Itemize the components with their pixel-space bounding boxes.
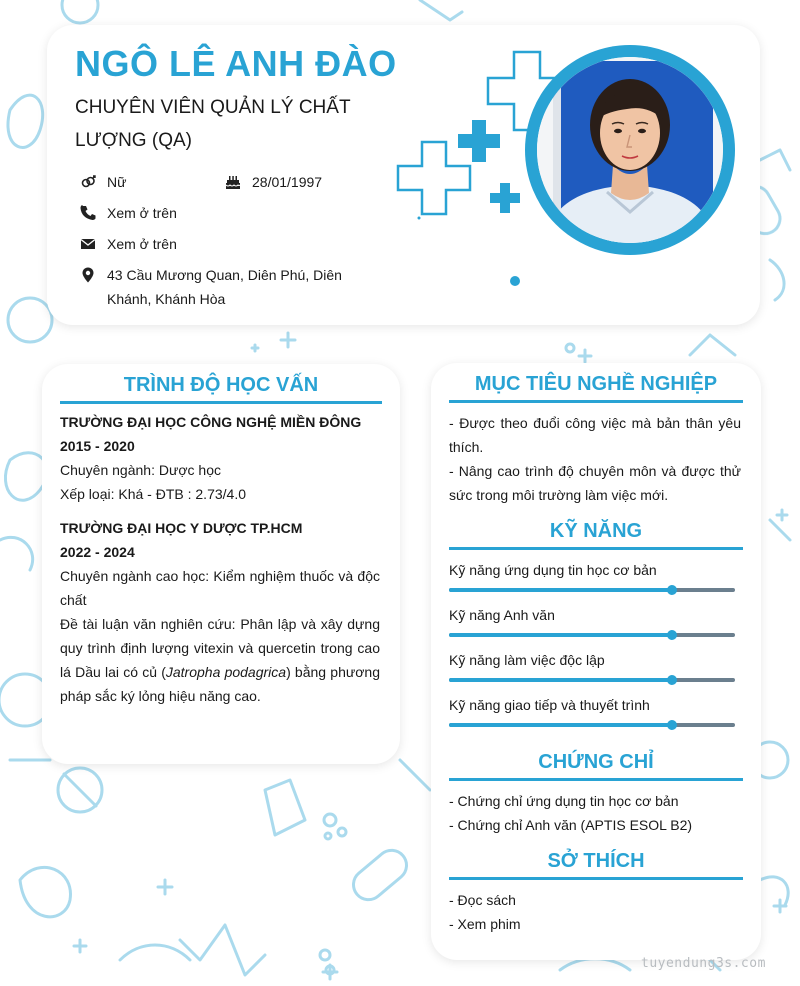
certificates-section-title: CHỨNG CHỈ	[449, 751, 743, 781]
skill-label: Kỹ năng làm việc độc lập	[449, 652, 605, 668]
address-value: 43 Cầu Mương Quan, Diên Phú, Diên Khánh, Khánh Hòa	[107, 267, 342, 307]
birthday-cake-icon	[224, 170, 242, 194]
certificate-item: - Chứng chỉ ứng dụng tin học cơ bản	[449, 793, 679, 809]
species-name: Jatropha podagrica	[165, 664, 287, 680]
hobby-item: - Đọc sách	[449, 892, 516, 908]
birthday-row	[224, 170, 322, 194]
gender-row	[79, 170, 126, 194]
email-value: Xem ở trên	[107, 236, 177, 252]
objective-section-title: MỤC TIÊU NGHỀ NGHIỆP	[449, 373, 743, 403]
hobbies-section-title: SỞ THÍCH	[449, 850, 743, 880]
school-name: TRƯỜNG ĐẠI HỌC CÔNG NGHỆ MIỀN ĐÔNG	[60, 414, 362, 430]
skill-progress-bar	[449, 678, 735, 682]
mail-icon	[79, 232, 97, 256]
phone-value: Xem ở trên	[107, 205, 177, 221]
skills-section-title: KỸ NĂNG	[449, 520, 743, 550]
hobbies-list	[449, 888, 741, 936]
job-title: CHUYÊN VIÊN QUẢN LÝ CHẤT LƯỢNG (QA)	[75, 97, 351, 151]
objective-line: - Nâng cao trình độ chuyên môn và được thử sức trong môi trường làm việc mới.	[449, 463, 741, 503]
school-name: TRƯỜNG ĐẠI HỌC Y DƯỢC TP.HCM	[60, 520, 303, 536]
objective-line: - Được theo đuổi công việc mà bản thân yêu thích.	[449, 415, 741, 455]
grade: Xếp loại: Khá - ĐTB : 2.73/4.0	[60, 486, 246, 502]
objective-text	[449, 411, 741, 507]
thesis-description: Đề tài luận văn nghiên cứu: Phân lập và xây dựng quy trình định lượng vitexin và quercetin trong cao lá Dầu lai có củ (Jatropha podagrica) bằng phương pháp sắc ký lỏng hiệu năng cao.	[60, 616, 380, 704]
gender-icon	[79, 170, 97, 194]
candidate-name: NGÔ LÊ ANH ĐÀO	[75, 43, 397, 84]
skill-level-handle	[667, 585, 677, 595]
skill-level-handle	[667, 720, 677, 730]
skill-progress-bar	[449, 588, 735, 592]
watermark: tuyendung3s.com	[641, 956, 766, 971]
education-card	[42, 364, 400, 764]
right-column-card	[431, 363, 761, 960]
skill-level-handle	[667, 630, 677, 640]
study-years: 2015 - 2020	[60, 438, 135, 454]
address-row	[79, 263, 369, 311]
skill-item	[449, 560, 735, 592]
avatar	[525, 45, 735, 255]
hobby-item: - Xem phim	[449, 916, 521, 932]
skill-progress-bar	[449, 723, 735, 727]
profile-header-card	[47, 25, 760, 325]
skill-item	[449, 650, 735, 682]
study-years: 2022 - 2024	[60, 544, 135, 560]
phone-icon	[79, 201, 97, 225]
skill-item	[449, 605, 735, 637]
major: Chuyên ngành: Dược học	[60, 462, 221, 478]
certificates-list	[449, 789, 741, 837]
certificate-item: - Chứng chỉ Anh văn (APTIS ESOL B2)	[449, 817, 693, 833]
gender-value: Nữ	[107, 174, 127, 190]
skill-level-handle	[667, 675, 677, 685]
birthday-value: 28/01/1997	[252, 174, 323, 190]
skill-label: Kỹ năng Anh văn	[449, 607, 555, 623]
education-section-title: TRÌNH ĐỘ HỌC VẤN	[60, 374, 382, 404]
education-list	[60, 410, 380, 708]
skill-label: Kỹ năng giao tiếp và thuyết trình	[449, 697, 650, 713]
phone-row	[79, 201, 177, 225]
major: Chuyên ngành cao học: Kiểm nghiệm thuốc và độc chất	[60, 568, 380, 608]
skill-label: Kỹ năng ứng dụng tin học cơ bản	[449, 562, 657, 578]
email-row	[79, 232, 177, 256]
skill-item	[449, 695, 735, 727]
skill-progress-bar	[449, 633, 735, 637]
location-pin-icon	[79, 263, 97, 287]
avatar-photo	[537, 57, 723, 243]
education-entry	[60, 410, 380, 506]
education-entry	[60, 516, 380, 708]
